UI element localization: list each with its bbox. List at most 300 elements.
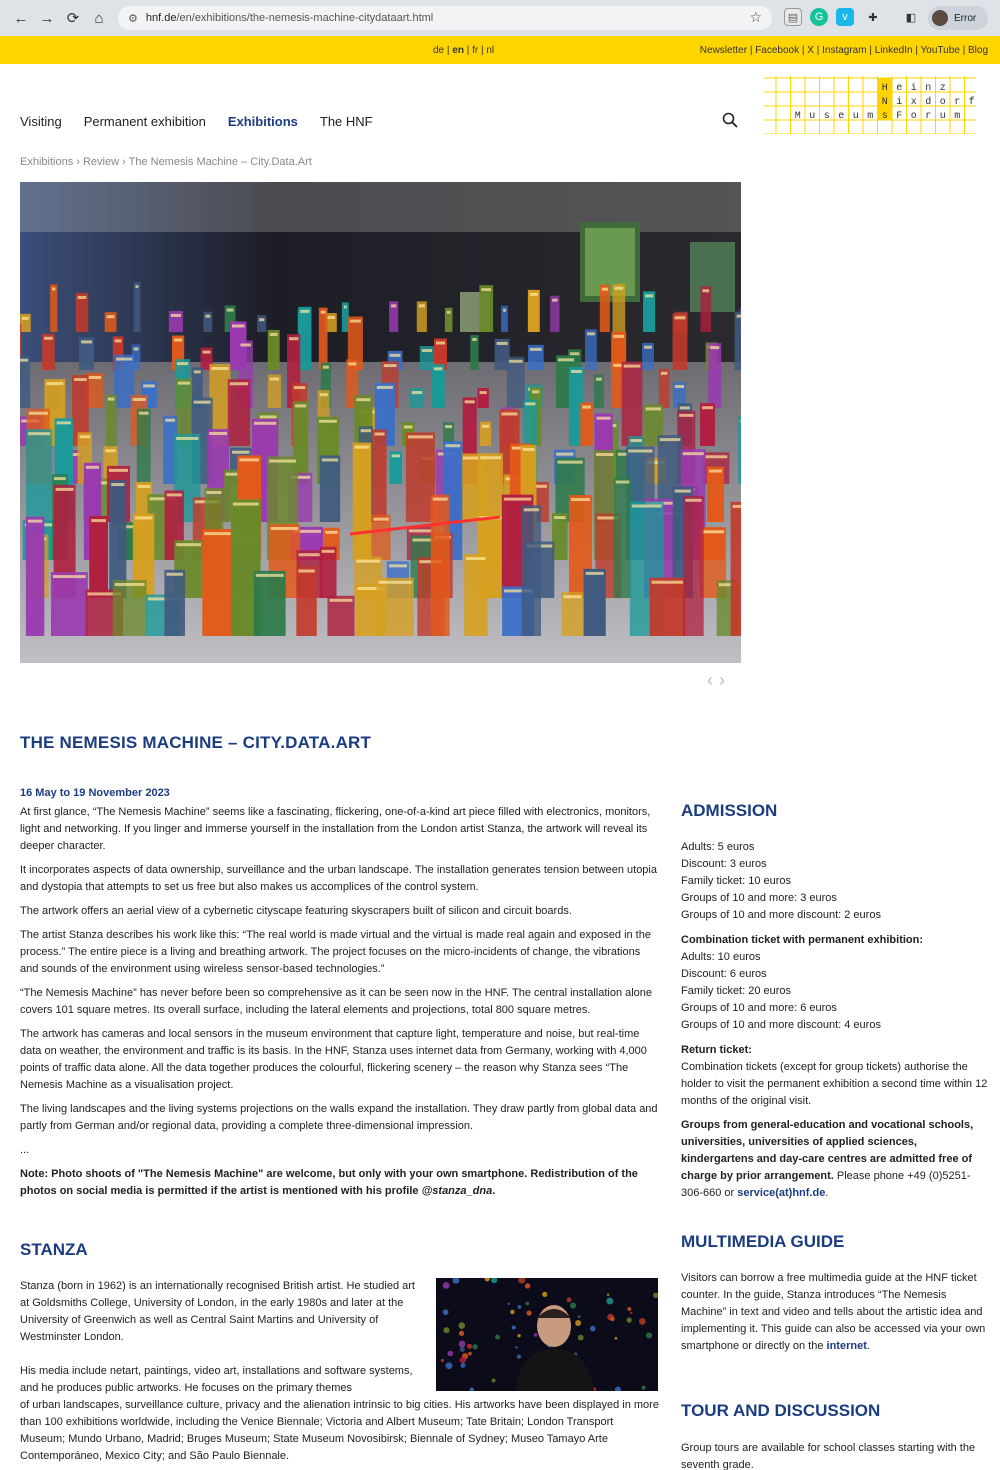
installation-light [322,550,335,553]
installation-light [532,390,539,393]
installation-light [321,311,326,314]
installation-tower [406,432,435,522]
installation-light [116,358,132,361]
hnf-logo[interactable] [764,76,976,134]
installation-light [177,362,188,365]
installation-tower [319,308,328,370]
installation-light [204,532,234,535]
installation-light [329,599,352,602]
installation-tower [164,570,185,636]
installation-light [586,572,604,575]
installation-tower [113,580,147,636]
installation-light [350,320,361,323]
link-facebook[interactable]: Facebook [755,45,800,56]
background-light [459,1331,464,1336]
extension-grammarly-icon[interactable]: G [810,8,828,26]
tour-heading: TOUR AND DISCUSSION [681,1401,881,1420]
installation-tower [683,496,703,636]
stanza-heading: STANZA [20,1240,88,1259]
article-body [20,804,660,1207]
installation-light [344,305,347,308]
installation-light [167,493,182,496]
link-youtube[interactable]: YouTube [920,45,960,56]
multimedia-suffix: . [866,1340,870,1352]
installation-light [661,372,667,375]
installation-light [389,564,407,567]
background-light [615,1337,618,1340]
installation-light [86,466,99,469]
installation-light [139,412,149,415]
url-host: hnf.de [145,12,177,24]
background-light [542,1292,547,1297]
installation-light [107,315,115,318]
photo-note-text: Note: Photo shoots of "The Nemesis Machine" are welcome, but only with your own smartphone. Redistribution of the photos on social media is permitted if the artist is mentioned with his profile [20,1168,638,1197]
background-light [642,1386,646,1390]
logo-letter: z [939,83,946,94]
installation-tower [228,379,250,446]
installation-light [289,337,298,340]
background-light [491,1378,495,1382]
groups-info [681,1117,991,1202]
installation-light [80,435,91,438]
background-light [461,1363,466,1368]
internet-link[interactable]: internet [826,1340,867,1352]
return-text: Combination tickets (except for group tickets) authorise the holder to visit the permanent exhibition a second time within 12 months of the original visit. [681,1061,988,1107]
installation-light [232,324,245,327]
installation-tower [257,315,266,332]
installation-light [91,519,106,522]
installation-light [194,370,201,373]
installation-light [702,406,713,409]
installation-light [374,433,384,436]
installation-light [680,406,690,409]
installation-light [384,364,397,367]
stanza-bio-continued: of urban landscapes, surveillance culture, privacy and the alienation intrinsic to big cities. His artworks have been displayed in more than 100 exhibitions worldwide, including the Venice Biennale; Victoria and Albert Museum; Tate Britain; London Transport Museum; Mundo Urbano, Madrid; Bruges Museum; State Museum Novosibirsk; Biennale of Sydney; Museo Tamayo Arte Contemporáneo, Mexico City; and São Paulo Biennale. [20,1399,659,1462]
installation-light [709,470,722,473]
installation-light [597,417,611,420]
installation-light [111,483,124,486]
installation-light [557,461,582,464]
installation-tower [51,572,88,636]
installation-light [652,581,683,584]
installation-tower [600,285,610,332]
logo-letter: s [823,111,830,122]
article-ellipsis: ... [20,1144,30,1156]
installation-light [298,570,314,573]
multimedia-text: Visitors can borrow a free multimedia guide at the HNF ticket counter. In the guide, Stanza introduces “The Nemesis Machine” in text and video and tells about the artistic idea and implementing it. This guide can also be accessed via your own smartphone or directly on the [681,1272,986,1352]
installation-light [683,452,704,455]
service-email-link[interactable]: service(at)hnf.de [737,1187,826,1199]
background-light [445,1362,452,1369]
social-links: Newsletter | Facebook | X | Instagram | LinkedIn | YouTube | Blog [699,45,988,56]
installation-light [501,412,517,415]
installation-light [556,453,573,456]
installation-tower [614,478,632,598]
lang-de[interactable]: de [433,45,445,56]
installation-light [115,583,145,586]
installation-light [325,531,338,534]
installation-tower [134,282,141,332]
installation-light [465,400,475,403]
background-light [627,1307,631,1311]
slider-next-icon[interactable]: › [719,670,731,690]
language-switcher: de | en | fr | nl [433,45,495,56]
installation-light [176,437,198,440]
installation-light [22,317,29,320]
nav-item-the-hnf[interactable]: The HNF [319,114,373,129]
background-light [590,1326,596,1332]
logo-letter: e [838,111,845,122]
installation-light [227,309,234,312]
installation-light [504,498,532,501]
background-light [441,1359,444,1362]
background-light [443,1282,450,1289]
side-panel-icon[interactable]: ◧ [905,11,917,24]
installation-tower [507,357,525,408]
installation-tower [700,403,715,446]
installation-tower [268,330,280,370]
price-line: Family ticket: 20 euros [681,985,792,997]
installation-light [596,378,602,381]
installation-tower [320,455,340,522]
background-light [468,1352,472,1356]
site-info-icon[interactable]: ⚙ [128,12,138,25]
installation-light [733,505,741,508]
groups-phone: Please phone +49 (0)5251-306-660 or [681,1170,971,1199]
installation-light [300,310,309,313]
article-paragraph: At first glance, “The Nemesis Machine” seems like a fascinating, flickering, one-of-a-kind art piece filled with electronics, monitors, light and networking. If you linger and immerse yourself in the installation from the London artist Stanza, the artwork will reveal its deeper character. [20,806,651,852]
installation-light [207,491,222,494]
slider-prev-icon[interactable]: ‹ [707,670,719,690]
installation-light [644,346,652,349]
installation-tower [707,467,724,522]
installation-light [582,406,591,409]
installation-tower [26,517,44,636]
artist-photo [436,1278,658,1391]
profile-button[interactable] [928,6,988,30]
installation-tower [20,314,31,332]
background-light [578,1315,581,1318]
installation-tower [650,578,685,636]
price-line: Groups of 10 and more discount: 2 euros [681,909,881,921]
installation-light [524,508,539,511]
logo-letter: x [910,97,917,108]
background-light [525,1283,530,1288]
installation-tower [371,515,390,560]
installation-light [176,543,201,546]
background-light [515,1346,517,1348]
installation-light [412,391,423,394]
article-paragraph: “The Nemesis Machine” has never before been so comprehensive as it can be seen now in the HNF. The central installation alone covers 101 square metres. Its overall surface, including the lateral elements and projections, total 800 square metres. [20,987,653,1016]
installation-tower [50,284,57,332]
background-light [512,1325,516,1329]
installation-light [391,304,396,307]
installation-tower [622,362,643,446]
installation-tower [735,312,741,370]
installation-light [88,376,101,379]
installation-light [390,354,401,357]
installation-light [233,503,259,506]
logo-letter: H [881,83,888,94]
installation-light [702,289,709,292]
logo-letter: f [968,97,975,108]
installation-tower [528,290,540,332]
installation-light [28,432,50,435]
nav-item-exhibitions[interactable]: Exhibitions [227,114,298,129]
installation-light [378,581,411,584]
installation-light [294,386,305,389]
logo-letter: m [954,111,961,122]
installation-light [178,382,190,385]
installation-tower [372,430,386,522]
forward-icon[interactable]: → [39,9,55,27]
installation-light [645,294,653,297]
installation-tower [464,554,487,636]
installation-light [361,429,371,432]
installation-tower [611,361,623,408]
installation-light [630,439,642,442]
logo-letter: i [896,97,903,108]
installation-light [271,527,299,530]
installation-tower [105,312,117,332]
installation-light [327,316,335,319]
installation-light [436,341,445,344]
installation-light [409,529,433,532]
installation-light [240,343,250,346]
price-line: Adults: 10 euros [681,951,761,963]
nav-item-visiting[interactable]: Visiting [20,114,62,129]
email-suffix: . [825,1187,829,1199]
installation-light [419,304,425,307]
tour-text: Group tours are available for school classes starting with the seventh grade. [681,1442,976,1470]
photo-note-end: . [492,1185,496,1197]
installation-light [270,333,278,336]
installation-light [54,477,66,480]
installation-light [78,296,87,299]
installation-tower [26,429,52,522]
installation-tower [89,516,108,598]
top-bar [0,36,1000,64]
background-light [459,1341,466,1348]
installation-light [632,505,662,508]
breadcrumb[interactable]: Exhibitions › Review › The Nemesis Machine – City.Data.Art [20,156,312,168]
installation-tower [137,409,151,484]
installation-tower [522,505,541,636]
installation-light [57,421,71,424]
installation-light [56,488,74,491]
extensions-puzzle-icon[interactable]: ✚ [868,11,878,24]
installation-light [295,404,306,407]
admission-info [681,839,991,1202]
installation-light [205,315,210,318]
installation-light [109,469,128,472]
installation-light [115,339,122,342]
installation-light [660,438,681,441]
installation-light [348,362,356,365]
nav-item-permanent-exhibition[interactable]: Permanent exhibition [83,114,206,129]
background-light [570,1303,576,1309]
logo-letter: u [809,111,816,122]
home-icon[interactable]: ⌂ [94,9,104,27]
search-icon[interactable] [722,112,738,128]
link-blog[interactable]: Blog [967,45,988,56]
installation-light [613,335,624,338]
background-light [534,1333,538,1337]
installation-light [377,386,393,389]
installation-light [356,560,380,563]
installation-tower [479,285,493,332]
installation-light [211,367,228,370]
slider-nav [707,670,731,691]
hero-image [20,182,741,663]
article-paragraph: It incorporates aspects of data ownership, surveillance and the urban landscape. The installation generates tension between utopia and dystopia that attempts to set us free but also makes us accomplices of the control system. [20,864,657,893]
background-light [460,1357,467,1364]
back-icon[interactable]: ← [13,9,29,27]
logo-letter: m [867,111,874,122]
installation-light [135,516,152,519]
installation-light [269,460,296,463]
background-light [518,1305,522,1309]
installation-light [509,360,523,363]
price-line: Discount: 6 euros [681,968,767,980]
installation-light [355,446,370,449]
installation-light [270,378,279,381]
address-bar[interactable] [118,6,772,30]
reload-icon[interactable]: ⟳ [66,10,80,27]
installation-light [166,573,183,576]
lang-nl[interactable]: nl [486,45,495,56]
groups-bold: Groups from general-education and vocational schools, universities, universities of applied sciences, kindergartens and day-care centres are admitted free of charge by prior arrangement. [681,1119,974,1182]
installation-light [28,520,42,523]
installation-light [737,315,741,318]
installation-light [530,348,542,351]
installation-light [596,453,613,456]
installation-light [44,337,53,340]
stanza-bio [20,1278,420,1397]
installation-light [570,352,579,355]
installation-light [320,393,328,396]
installation-light [563,595,581,598]
main-nav [20,114,373,129]
installation-light [392,454,400,457]
logo-letter: e [896,83,903,94]
installation-light [616,481,630,484]
article-paragraph: The artist Stanza describes his work like this: “The real world is made virtual and the virtual is made real again and exposed in the process.” The entire piece is a living and breathing artwork. The project focuses on the micro-incidents of change, the vibrations and sounds of the environment using wireless sensor-based technologies.” [20,929,651,975]
installation-light [319,420,337,423]
installation-light [481,288,491,291]
background-light [448,1351,454,1357]
article-paragraph: The living landscapes and the living systems projections on the walls expand the installation. They draw partly from global data and partly from German and/or regional data, providing a complete three-dimensional impression. [20,1103,658,1132]
background-light [627,1318,632,1323]
installation-light [675,316,686,319]
stanza-paragraph: His media include netart, paintings, video art, installations and software systems, and he produces public artworks. He focuses on the primary themes [20,1365,413,1394]
installation-light [685,499,701,502]
link-linkedin[interactable]: LinkedIn [874,45,913,56]
installation-light [740,419,741,422]
article-paragraph: The artwork has cameras and local sensors in the museum environment that capture light, temperature and noise, but real-time data on weather, the environment and traffic is its basis. In the HNF, Stanza uses internet data from Germany, working with 4,000 points of traffic data alone. All the data together produces the colourful, flickering scenery – the reason why Stanza sees “The Nemesis Machine as a visualisation project. [20,1028,647,1091]
multimedia-heading: MULTIMEDIA GUIDE [681,1232,845,1251]
installation-tower [700,286,711,332]
logo-letter: F [896,111,903,122]
price-line: Discount: 3 euros [681,858,767,870]
installation-tower [708,343,721,408]
url-path: /en/exhibitions/the-nemesis-machine-citydataart.html [176,12,434,24]
bookmark-star-icon[interactable]: ☆ [749,9,762,25]
price-line: Groups of 10 and more: 3 euros [681,892,837,904]
background-light [610,1317,614,1321]
installation-light [571,370,582,373]
page-title: THE NEMESIS MACHINE – CITY.DATA.ART [20,733,372,752]
logo-letter: r [954,97,961,108]
avatar [932,10,948,26]
photo-note [20,1166,660,1200]
link-newsletter[interactable]: Newsletter [699,45,748,56]
installation-light [705,455,727,458]
background-light [526,1302,530,1306]
logo-letter: o [910,111,917,122]
installation-light [260,415,277,418]
installation-light [675,385,684,388]
installation-light [466,557,485,560]
installation-tower [643,291,655,332]
installation-light [134,348,139,351]
installation-light [239,458,259,461]
installation-tower [296,567,316,636]
installation-tower [731,502,741,636]
installation-light [171,314,181,317]
installation-light [74,378,87,381]
installation-tower [552,513,568,560]
installation-light [702,530,724,533]
installation-light [356,398,370,401]
logo-letter: o [939,97,946,108]
installation-light [525,402,535,405]
installation-light [445,444,460,447]
background-light [607,1293,610,1296]
installation-tower [585,329,597,370]
installation-light [53,575,86,578]
background-light [507,1302,510,1305]
link-x[interactable]: X [807,45,814,56]
lang-fr[interactable]: fr [472,45,479,56]
installation-light [323,366,329,369]
installation-light [81,340,92,343]
extension-doc-icon[interactable]: ▤ [784,8,802,26]
logo-letter: n [925,83,932,94]
price-line: Adults: 5 euros [681,841,755,853]
installation-tower [580,403,593,446]
installation-light [679,414,693,417]
installation-tower [432,364,445,408]
installation-light [503,309,506,312]
installation-light [46,382,63,385]
background-light [567,1297,572,1302]
installation-light [628,449,652,452]
installation-tower [376,578,413,636]
artist-handle: @stanza_dna [421,1185,493,1197]
link-instagram[interactable]: Instagram [822,45,867,56]
installation-tower [320,547,337,598]
background-light [473,1344,478,1349]
installation-light [52,287,55,290]
admission-heading: ADMISSION [681,801,778,820]
installation-light [523,448,535,451]
installation-light [445,425,452,428]
installation-light [480,456,501,459]
logo-letter: u [939,111,946,122]
lang-en[interactable]: en [452,45,464,56]
extension-vimeo-icon[interactable]: v [836,8,854,26]
